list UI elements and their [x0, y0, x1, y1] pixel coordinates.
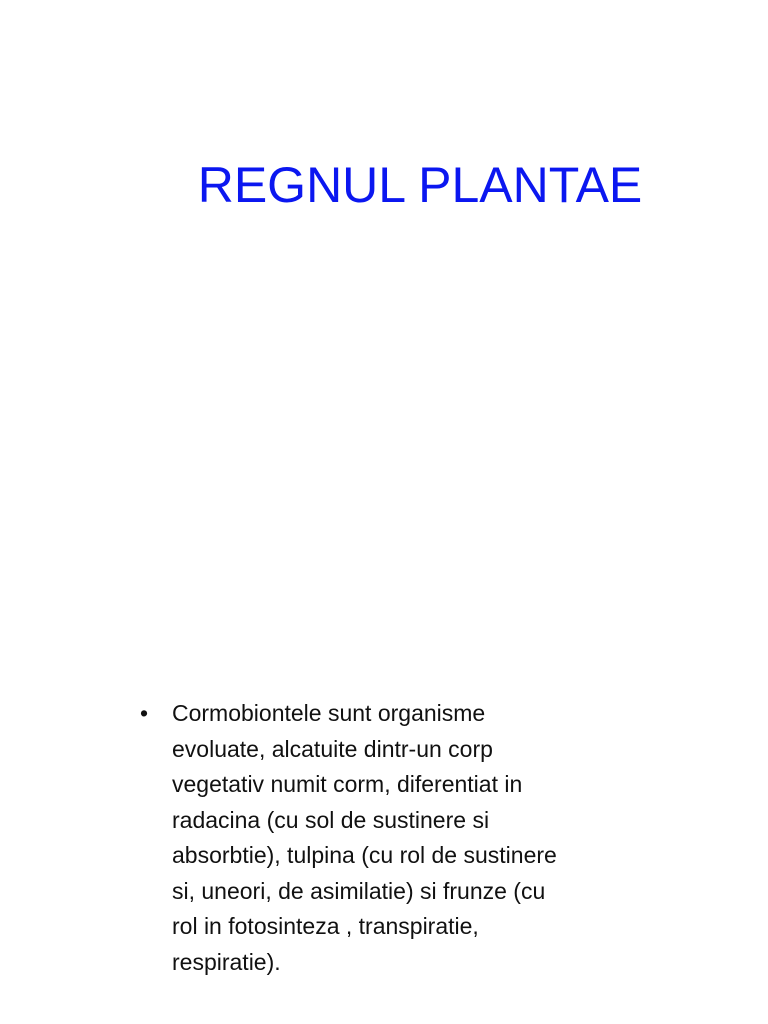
bullet-text-line: respiratie). [172, 948, 281, 975]
bullet-list [140, 696, 640, 980]
bullet-text-line: rol in fotosinteza , transpiratie, [172, 913, 479, 939]
bullet-text-line: vegetativ numit corm, diferentiat in [172, 771, 523, 797]
bullet-marker: • [140, 700, 149, 726]
bullet-text-line: Cormobiontele sunt organisme [172, 700, 486, 726]
bullet-item [140, 696, 640, 980]
bullet-text-line: evoluate, alcatuite dintr-un corp [172, 735, 493, 762]
bullet-text-line: si, uneori, de asimilatie) si frunze (cu [172, 877, 546, 904]
bullet-text-line: radacina (cu sol de sustinere si [172, 806, 490, 833]
bullet-text-line: absorbtie), tulpina (cu rol de sustinere [172, 842, 557, 868]
slide-title: REGNUL PLANTAE [197, 157, 643, 213]
